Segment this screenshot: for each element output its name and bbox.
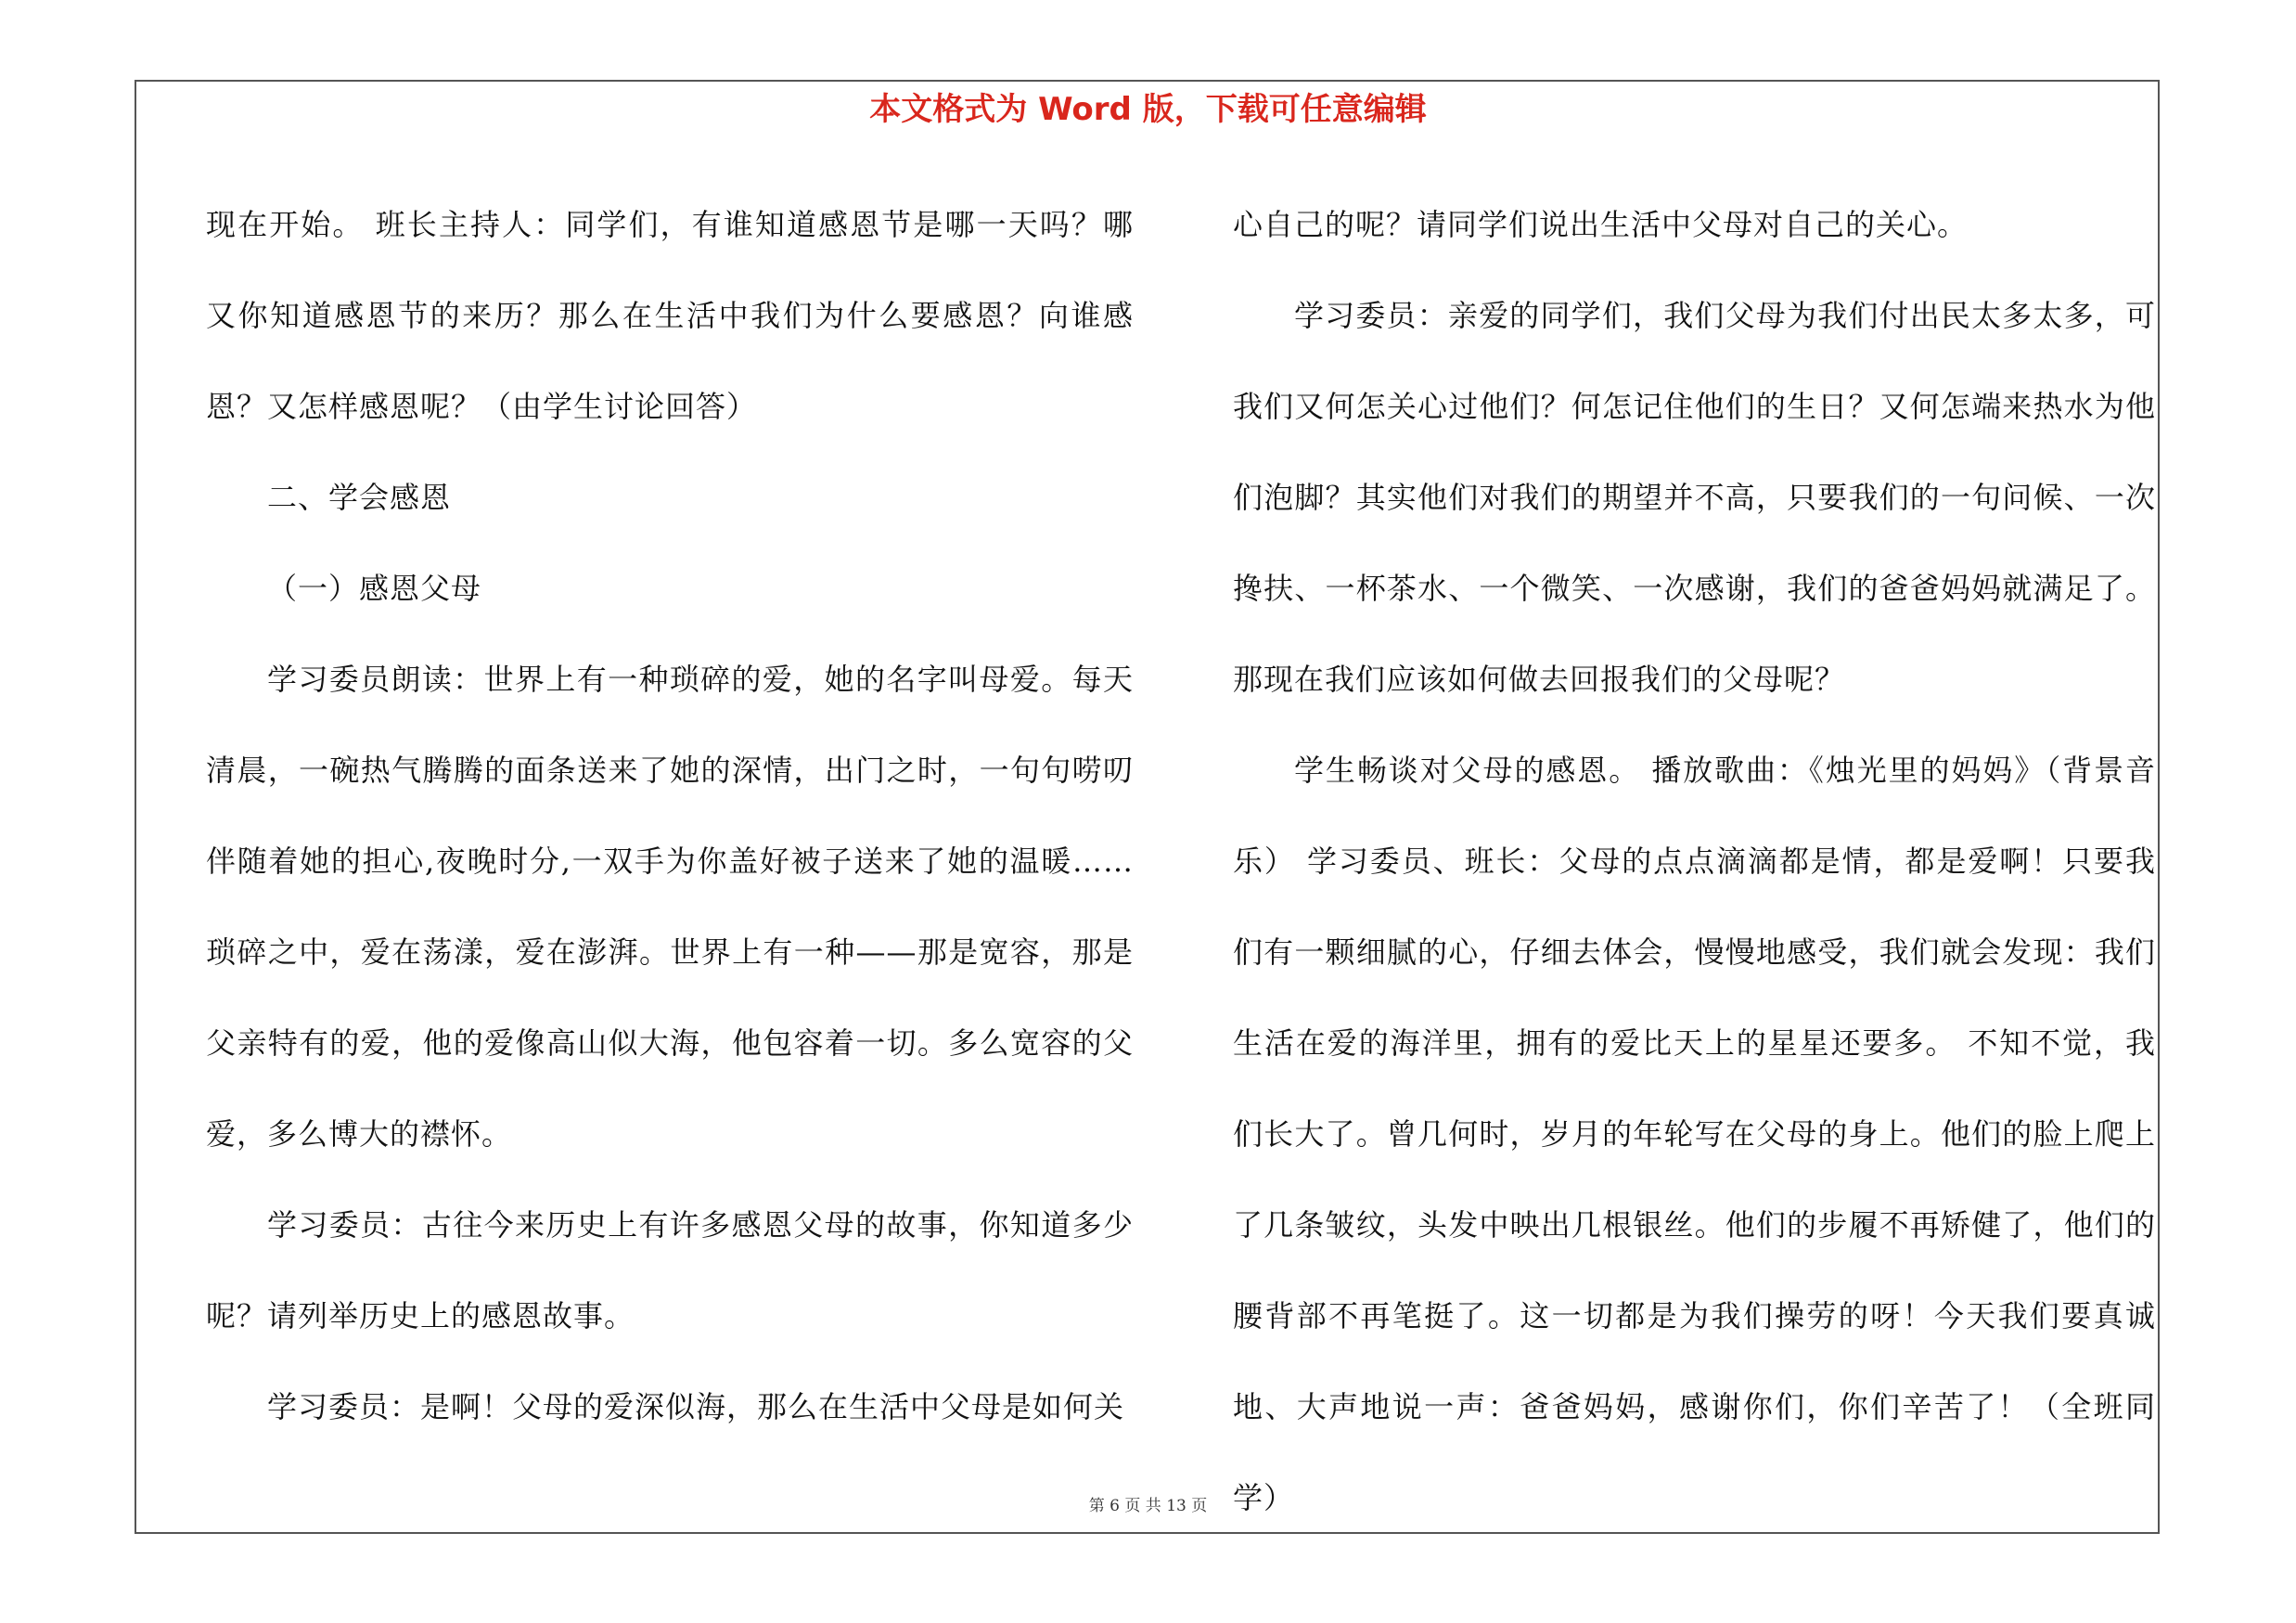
paragraph: 心自己的呢？请同学们说出生活中父母对自己的关心。	[1233, 207, 1969, 242]
right-column	[1233, 179, 2156, 1515]
page-footer: 第 6 页 共 13 页	[1088, 1497, 1208, 1515]
format-banner: 本文格式为 Word 版，下载可任意编辑	[869, 91, 1427, 128]
paragraph: 学生畅谈对父母的感恩。 播放歌曲：《烛光里的妈妈》（背景音乐） 学习委员、班长：父母的点点滴滴都是情，都是爱啊！只要我们有一颗细腻的心，仔细去体会，慢慢地感受，我们就会发现：我们生活在爱的海洋里，拥有的爱比天上的星星还要多。 不知不觉，我们长大了。曾几何时，岁月的年轮写在父母的身上。他们的脸上爬上了几条皱纹，头发中映出几根银丝。他们的步履不再矫健了，他们的腰背部不再笔挺了。这一切都是为我们操劳的呀！今天我们要真诚地、大声地说一声：爸爸妈妈，感谢你们，你们辛苦了！（全班同学）	[1233, 753, 2156, 1515]
section-heading: 二、学会感恩	[267, 480, 452, 515]
paragraph: 学习委员：古往今来历史上有许多感恩父母的故事，你知道多少呢？请列举历史上的感恩故事。	[206, 1207, 1134, 1333]
subsection-heading: （一）感恩父母	[267, 571, 482, 606]
paragraph: 学习委员朗读：世界上有一种琐碎的爱，她的名字叫母爱。每天清晨，一碗热气腾腾的面条送来了她的深情，出门之时，一句句唠叨伴随着她的担心,夜晚时分,一双手为你盖好被子送来了她的温暖……琐碎之中，爱在荡漾，爱在澎湃。世界上有一种——那是宽容，那是父亲特有的爱，他的爱像高山似大海，他包容着一切。多么宽容的父爱，多么博大的襟怀。	[206, 662, 1134, 1152]
paragraph: 现在开始。 班长主持人：同学们，有谁知道感恩节是哪一天吗？哪又你知道感恩节的来历？那么在生活中我们为什么要感恩？向谁感恩？又怎样感恩呢？（由学生讨论回答）	[206, 207, 1134, 424]
paragraph: 学习委员：亲爱的同学们，我们父母为我们付出民太多太多，可我们又何怎关心过他们？何怎记住他们的生日？又何怎端来热水为他们泡脚？其实他们对我们的期望并不高，只要我们的一句问候、一次搀扶、一杯茶水、一个微笑、一次感谢，我们的爸爸妈妈就满足了。那现在我们应该如何做去回报我们的父母呢？	[1233, 298, 2156, 697]
paragraph: 学习委员：是啊！父母的爱深似海，那么在生活中父母是如何关	[267, 1389, 1125, 1424]
left-column	[206, 179, 1134, 1432]
